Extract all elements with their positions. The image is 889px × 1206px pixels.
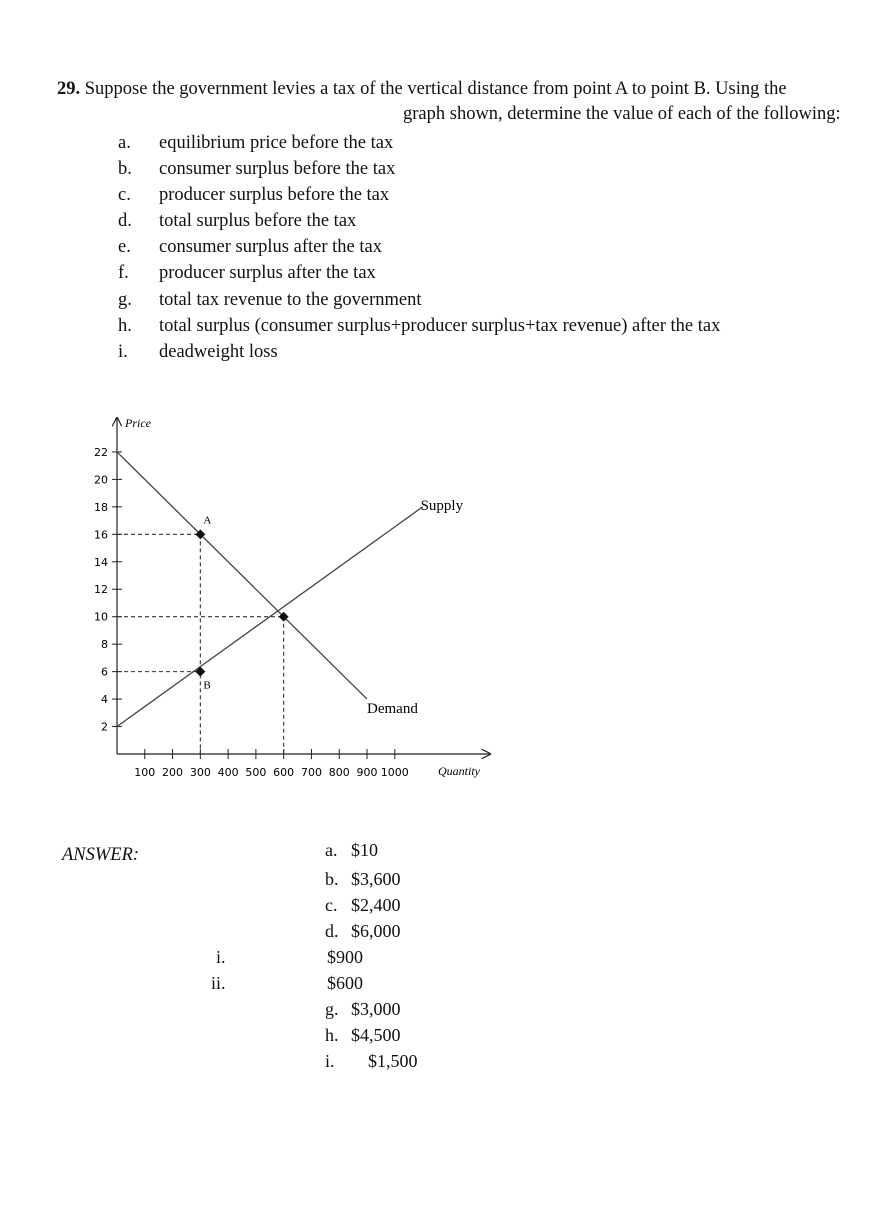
answer-d — [325, 921, 401, 942]
item-text: total tax revenue to the government — [159, 289, 422, 310]
y-tick-label: 22 — [94, 445, 108, 459]
item-text: producer surplus after the tax — [159, 263, 376, 284]
item-letter: g. — [118, 289, 132, 310]
y-tick-label: 4 — [101, 693, 108, 707]
answer-h-letter: h. — [325, 1025, 339, 1045]
x-tick-label: 1000 — [380, 766, 409, 779]
answer-a — [325, 840, 378, 861]
x-tick-label: 800 — [328, 766, 350, 779]
y-axis-label: Price — [125, 416, 151, 430]
answer-a-letter: a. — [325, 840, 338, 860]
answer-h — [325, 1025, 401, 1046]
answer-e-letter: i. — [216, 947, 226, 967]
item-text: equilibrium price before the tax — [159, 133, 394, 153]
answer-b-letter: b. — [325, 869, 339, 889]
answer-c-value: $2,400 — [351, 895, 401, 915]
x-tick-label: 900 — [356, 766, 378, 779]
item-text: producer surplus before the tax — [159, 185, 390, 206]
answer-i — [325, 1051, 418, 1072]
y-tick-label: 10 — [94, 610, 108, 624]
question-line-2: graph shown, determine the value of each of the following: — [403, 104, 841, 124]
item-text: total surplus (consumer surplus+producer surplus+tax revenue) after the tax — [159, 315, 721, 336]
item-text: consumer surplus before the tax — [159, 159, 396, 180]
item-letter: c. — [118, 185, 131, 206]
x-tick-label: 600 — [273, 766, 295, 779]
answer-f-letter: ii. — [211, 973, 226, 993]
x-tick-label: 100 — [134, 766, 156, 779]
point-label-a: A — [203, 514, 212, 527]
y-tick-label: 2 — [101, 720, 108, 734]
x-tick-label: 500 — [245, 766, 267, 779]
supply-demand-graph — [0, 400, 520, 800]
point-label-b: B — [203, 679, 211, 692]
x-tick-label: 200 — [162, 766, 184, 779]
y-tick-label: 20 — [94, 473, 108, 487]
answer-b-value: $3,600 — [351, 869, 401, 889]
item-text: total surplus before the tax — [159, 211, 357, 232]
answer-f-value: $600 — [327, 973, 363, 993]
supply-label: Supply — [420, 497, 464, 514]
demand-curve — [117, 452, 367, 699]
item-letter: f. — [118, 263, 129, 284]
y-tick-label: 16 — [94, 528, 108, 542]
item-letter: i. — [118, 341, 128, 362]
answer-label: ANSWER: — [62, 845, 140, 865]
item-letter: e. — [118, 237, 131, 258]
answer-d-value: $6,000 — [351, 921, 401, 941]
item-letter: b. — [118, 159, 132, 180]
answer-g — [325, 999, 401, 1020]
y-tick-label: 8 — [101, 638, 108, 652]
item-letter: d. — [118, 211, 132, 232]
item-text: deadweight loss — [159, 341, 278, 362]
answer-g-letter: g. — [325, 999, 339, 1019]
answer-a-value: $10 — [351, 840, 378, 860]
item-text: consumer surplus after the tax — [159, 237, 382, 258]
answer-b — [325, 869, 401, 890]
answer-i-letter: i. — [325, 1051, 335, 1071]
item-letter: a. — [118, 133, 131, 153]
question-text-1: Suppose the government levies a tax of the vertical distance from point A to point B. Using the — [84, 79, 787, 99]
answer-c — [325, 895, 401, 916]
answer-i-value: $1,500 — [368, 1051, 418, 1071]
x-tick-label: 400 — [217, 766, 239, 779]
item-letter: h. — [118, 315, 132, 336]
y-tick-label: 6 — [101, 665, 108, 679]
answer-e-value: $900 — [327, 947, 363, 967]
demand-label: Demand — [367, 701, 418, 718]
answer-h-value: $4,500 — [351, 1025, 401, 1045]
answer-d-letter: d. — [325, 921, 339, 941]
x-axis-label: Quantity — [438, 764, 480, 778]
answer-g-value: $3,000 — [351, 999, 401, 1019]
question-number: 29. — [57, 79, 81, 99]
x-tick-label: 300 — [189, 766, 211, 779]
question-line-1 — [57, 79, 787, 100]
x-tick-label: 700 — [300, 766, 322, 779]
answer-c-letter: c. — [325, 895, 338, 915]
y-tick-label: 12 — [94, 583, 108, 597]
y-tick-label: 18 — [94, 500, 108, 514]
point-marker — [195, 667, 205, 677]
y-tick-label: 14 — [94, 555, 108, 569]
